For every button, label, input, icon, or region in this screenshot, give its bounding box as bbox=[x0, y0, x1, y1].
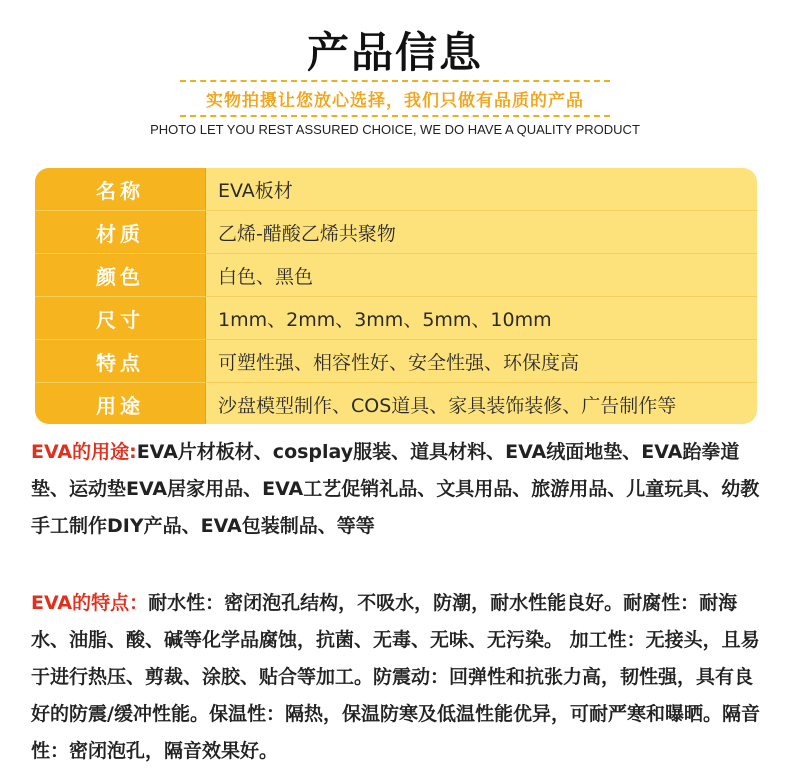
spec-label: 颜色 bbox=[35, 254, 206, 296]
spec-value: 白色、黑色 bbox=[218, 265, 314, 288]
spec-value: 沙盘模型制作、COS道具、家具装饰装修、广告制作等 bbox=[218, 394, 677, 417]
divider-bottom bbox=[180, 115, 610, 117]
spec-label: 用途 bbox=[35, 383, 206, 424]
spec-row-size bbox=[35, 297, 757, 340]
features-text: 耐水性：密闭泡孔结构，不吸水，防潮，耐水性能良好。耐腐性：耐海水、油脂、酸、碱等化学品腐蚀，抗菌、无毒、无味、无污染。 加工性：无接头，且易于进行热压、剪裁、涂胶、贴合等加工。防震动：回弹性和抗张力高，韧性强，具有良好的防震/缓冲性能。保温性：隔热，保温防寒及低温性能优异，可耐严寒和曝晒。隔音性：密闭泡孔，隔音效果好。 bbox=[31, 592, 760, 762]
spec-label: 特点 bbox=[35, 340, 206, 382]
spec-label: 尺寸 bbox=[35, 297, 206, 339]
spec-row-feature bbox=[35, 340, 757, 383]
divider-top bbox=[180, 80, 610, 82]
spec-row-material bbox=[35, 211, 757, 254]
spec-row-usage bbox=[35, 383, 757, 424]
spec-value: 1mm、2mm、3mm、5mm、10mm bbox=[218, 308, 552, 331]
page-title: 产品信息 bbox=[306, 28, 483, 77]
features-lead: EVA的特点： bbox=[31, 592, 149, 614]
features-paragraph bbox=[31, 585, 771, 770]
spec-row-name bbox=[35, 168, 757, 211]
spec-row-color bbox=[35, 254, 757, 297]
spec-label: 名称 bbox=[35, 168, 206, 210]
spec-label: 材质 bbox=[35, 211, 206, 253]
spec-value: 乙烯-醋酸乙烯共聚物 bbox=[218, 222, 396, 245]
spec-table bbox=[35, 168, 757, 424]
spec-value: 可塑性强、相容性好、安全性强、环保度高 bbox=[218, 351, 580, 374]
slogan: 实物拍摄让您放心选择，我们只做有品质的产品 bbox=[206, 91, 584, 111]
uses-paragraph bbox=[31, 434, 771, 545]
uses-text: EVA片材板材、cosplay服装、道具材料、EVA绒面地垫、EVA跆拳道垫、运动垫EVA居家用品、EVA工艺促销礼品、文具用品、旅游用品、儿童玩具、幼教手工制作DIY产品、EVA包装制品、等等 bbox=[31, 441, 760, 537]
spec-value: EVA板材 bbox=[218, 179, 293, 202]
uses-lead: EVA的用途: bbox=[31, 441, 137, 463]
slogan-english: PHOTO LET YOU REST ASSURED CHOICE, WE DO HAVE A QUALITY PRODUCT bbox=[150, 122, 640, 137]
